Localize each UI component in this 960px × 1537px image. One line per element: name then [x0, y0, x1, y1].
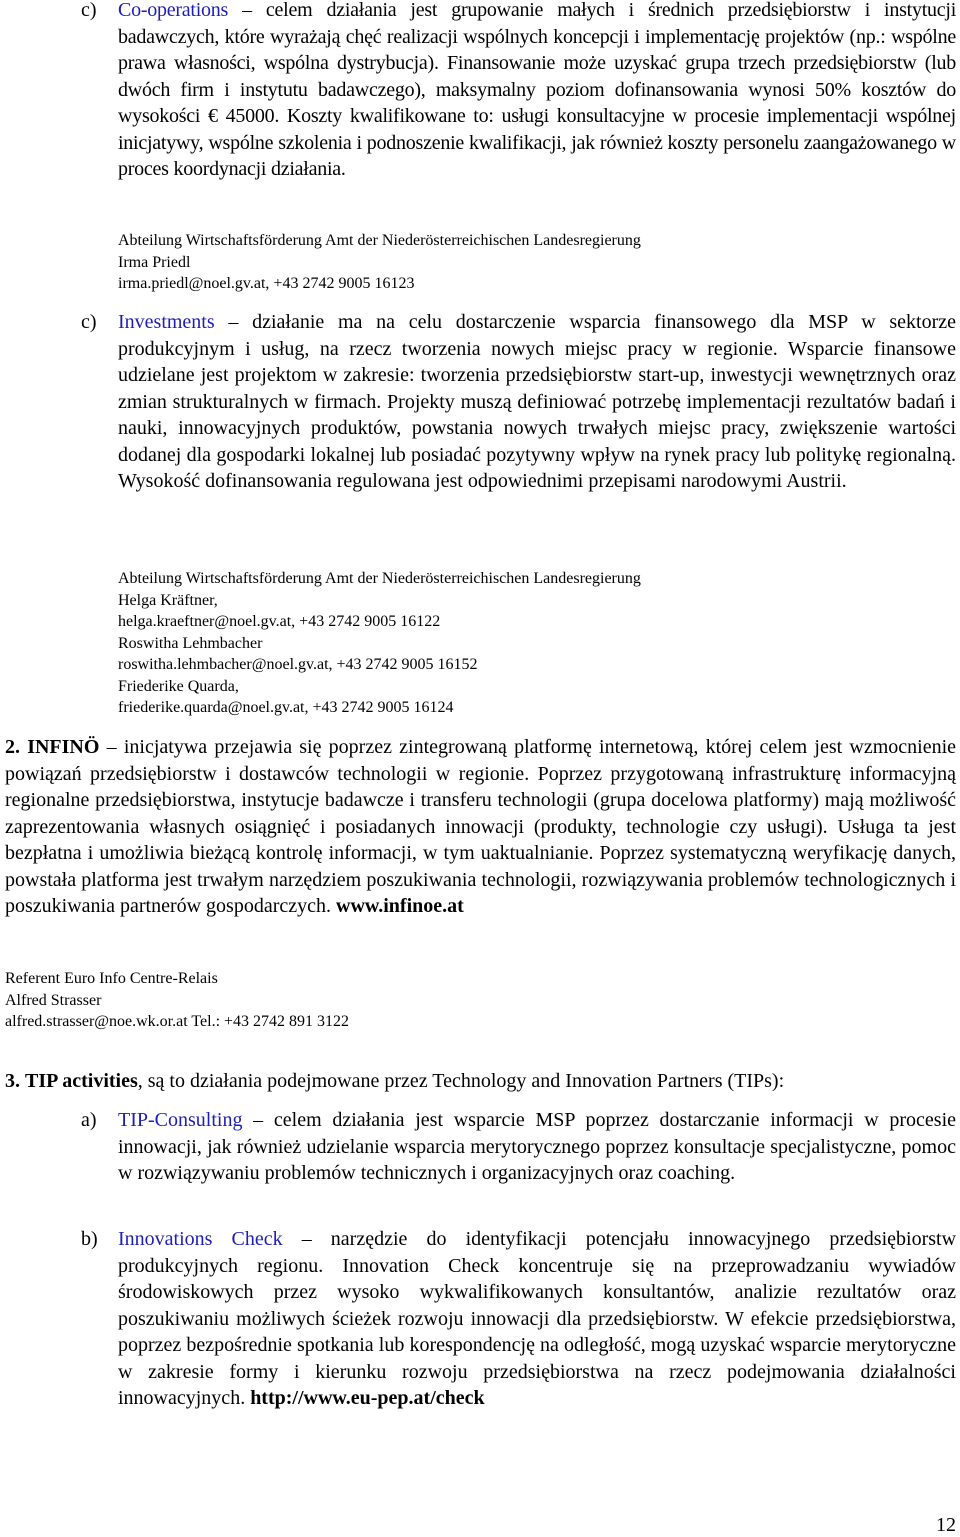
contact-line: Helga Kräftner,	[118, 591, 218, 609]
contact-line: helga.kraeftner@noel.gv.at, +43 2742 9005 16122	[118, 613, 441, 630]
paragraph-cooperations: Co-operations – celem działania jest grupowanie małych i średnich przedsiębiorstw i instytucji badawczych, które wyrażają chęć realizacji wspólnych koncepcji i implementację projektów (np.: wspólne prawa własności, wspólna dystrybucja). Finansowanie może uzyskać grupa trzech przedsiębiorstw (lub dwóch firm i instytutu badawczego), maksymalny poziom dofinansowania wynosi 50% kosztów do wysokości € 45000. Koszty kwalifikowane to: usługi konsultacyjne w procesie implementacji wspólnej inicjatywy, wspólne szkolenia i podnoszenie kwalifikacji, jak również koszty personelu zaangażowanego w proces koordynacji działania.	[118, 0, 956, 180]
contact-line: irma.priedl@noel.gv.at, +43 2742 9005 16123	[118, 275, 415, 292]
contact-line: Abteilung Wirtschaftsförderung Amt der Niederösterreichischen Landesregierung	[118, 232, 641, 249]
paragraph-tip-consulting: TIP-Consulting – celem działania jest wsparcie MSP poprzez dostarczanie informacji w procesie innowacji, jak również udzielanie wsparcia merytorycznego poprzez konsultacje specjalistyczne, pomoc w rozwiązywaniu problemów technicznych i organizacyjnych oraz coaching.	[118, 1109, 956, 1184]
tip-consulting-title: TIP-Consulting	[118, 1109, 243, 1131]
contact-line: friederike.quarda@noel.gv.at, +43 2742 9005 16124	[118, 699, 454, 716]
section-number: 2.	[5, 736, 20, 758]
innovations-check-text: narzędzie do identyfikacji potencjału innowacyjnego przedsiębiorstw produkcyjnych regionu. Innovation Check koncentruje się na przeprowadzaniu wywiadów środowiskowych przez wysoko wykwalifikowanych konsultantów, analizie rezultatów oraz poszukiwaniu możliwych ścieżek rozwoju innowacji dla przedsiębiorstw. W efekcie przedsiębiorstwa, poprzez bezpośrednie spotkania lub korespondencję na odległość, mogą uzyskać wsparcie merytoryczne w zakresie formy i kierunku rozwoju przedsiębiorstwa na rzecz podejmowania działalności innowacyjnych.	[118, 1228, 957, 1409]
section-number: 3.	[5, 1070, 20, 1092]
tip-title: TIP activities	[25, 1070, 138, 1092]
list-marker: a)	[81, 1109, 97, 1131]
paragraph-innovations-check: Innovations Check – narzędzie do identyfikacji potencjału innowacyjnego przedsiębiorstw produkcyjnych regionu. Innovation Check koncentruje się na przeprowadzaniu wywiadów środowiskowych przez wysoko wykwalifikowanych konsultantów, analizie rezultatów oraz poszukiwaniu możliwych ścieżek rozwoju innowacji dla przedsiębiorstw. W efekcie przedsiębiorstwa, poprzez bezpośrednie spotkania lub korespondencję na odległość, mogą uzyskać wsparcie merytoryczne w zakresie formy i kierunku rozwoju przedsiębiorstwa na rzecz podejmowania działalności innowacyjnych. http://www.eu-pep.at/check	[118, 1228, 957, 1409]
cooperations-title: Co-operations	[118, 0, 229, 21]
contact-line: Referent Euro Info Centre-Relais	[5, 970, 218, 987]
contact-block-infinoe	[5, 968, 349, 1033]
contact-line: Friederike Quarda,	[118, 677, 239, 695]
infinoe-link[interactable]: www.infinoe.at	[336, 895, 464, 917]
tip-consulting-text: celem działania jest wsparcie MSP poprzez dostarczanie informacji w procesie innowacji, jak również udzielanie wsparcia merytorycznego poprzez konsultacje specjalistyczne, pomoc w rozwiązywaniu problemów technicznych i organizacyjnych oraz coaching.	[118, 1109, 956, 1184]
list-marker: c)	[81, 311, 97, 333]
infinoe-title: INFINÖ	[27, 736, 100, 758]
contact-line: alfred.strasser@noe.wk.or.at Tel.: +43 2742 891 3122	[5, 1013, 350, 1030]
tip-intro-text: , są to działania podejmowane przez Technology and Innovation Partners (TIPs):	[137, 1070, 785, 1092]
investments-title: Investments	[118, 311, 215, 333]
heading-tip	[5, 1068, 784, 1095]
page-number: 12	[936, 1514, 956, 1536]
contact-line: Abteilung Wirtschaftsförderung Amt der Niederösterreichischen Landesregierung	[118, 570, 641, 587]
contact-line: Roswitha Lehmbacher	[118, 634, 263, 652]
paragraph-investments: Investments – działanie ma na celu dostarczenie wsparcia finansowego dla MSP w sektorze produkcyjnym i usług, na rzecz tworzenia nowych miejsc pracy w regionie. Wsparcie finansowe udzielane jest projektom w zakresie: tworzenia przedsiębiorstw start-up, inwestycji wewnętrznych oraz zmian strukturalnych w firmach. Projekty muszą definiować potrzebę implementacji rezultatów badań i nauki, innowacyjnych produktów, powstania nowych trwałych miejsc pracy, zwiększenie wartości dodanej dla gospodarki lokalnej lub posiadać pozytywny wpływ na rynek pracy lub politykę regionalną. Wysokość dofinansowania regulowana jest odpowiednimi przepisami narodowymi Austrii.	[118, 311, 956, 492]
infinoe-text: inicjatywa przejawia się poprzez zintegrowaną platformę internetową, której celem jest wzmocnienie powiązań przedsiębiorstw i dostawców technologii w regionie. Poprzez przygotowaną infrastrukturę informacyjną regionalne przedsiębiorstwa, instytucje badawcze i transferu technologii (grupa docelowa platformy) mają możliwość zaprezentowania własnych osiągnięć i posiadanych innowacji (produkty, technologie czy usługi). Usługa ta jest bezpłatna i umożliwia bieżącą kontrolę informacji, w tym uaktualnianie. Poprzez systematyczną weryfikację danych, powstała platforma jest trwałym narzędziem poszukiwania technologii, rozwiązywania problemów technologicznych i poszukiwania partnerów gospodarczych.	[5, 736, 957, 917]
innovations-check-title: Innovations Check	[118, 1228, 283, 1250]
contact-line: roswitha.lehmbacher@noel.gv.at, +43 2742 9005 16152	[118, 656, 478, 673]
contact-block-investments	[118, 568, 641, 719]
contact-line: Alfred Strasser	[5, 991, 102, 1009]
investments-text: działanie ma na celu dostarczenie wsparcia finansowego dla MSP w sektorze produkcyjnym i usług, na rzecz tworzenia nowych miejsc pracy w regionie. Wsparcie finansowe udzielane jest projektom w zakresie: tworzenia przedsiębiorstw start-up, inwestycji wewnętrznych oraz zmian strukturalnych w firmach. Projekty muszą definiować potrzebę implementacji rezultatów badań i nauki, innowacyjnych produktów, powstania nowych trwałych miejsc pracy, zwiększenie wartości dodanej dla gospodarki lokalnej lub posiadać pozytywny wpływ na rynek pracy lub politykę regionalną. Wysokość dofinansowania regulowana jest odpowiednimi przepisami narodowymi Austrii.	[118, 311, 956, 492]
paragraph-infinoe: 2. INFINÖ – inicjatywa przejawia się poprzez zintegrowaną platformę internetową, której celem jest wzmocnienie powiązań przedsiębiorstw i dostawców technologii w regionie. Poprzez przygotowaną infrastrukturę informacyjną regionalne przedsiębiorstwa, instytucje badawcze i transferu technologii (grupa docelowa platformy) mają możliwość zaprezentowania własnych osiągnięć i posiadanych innowacji (produkty, technologie czy usługi). Usługa ta jest bezpłatna i umożliwia bieżącą kontrolę informacji, w tym uaktualnianie. Poprzez systematyczną weryfikację danych, powstała platforma jest trwałym narzędziem poszukiwania technologii, rozwiązywania problemów technologicznych i poszukiwania partnerów gospodarczych. www.infinoe.at	[5, 736, 957, 917]
list-marker: b)	[81, 1228, 98, 1250]
cooperations-text: celem działania jest grupowanie małych i średnich przedsiębiorstw i instytucji badawczych, które wyrażają chęć realizacji wspólnych koncepcji i implementację projektów (np.: wspólne prawa własności, wspólna dystrybucja). Finansowanie może uzyskać grupa trzech przedsiębiorstw (lub dwóch firm i instytutu badawczego), maksymalny poziom dofinansowania wynosi 50% kosztów do wysokości € 45000. Koszty kwalifikowane to: usługi konsultacyjne w procesie implementacji wspólnej inicjatywy, wspólne szkolenia i podnoszenie kwalifikacji, jak również koszty personelu zaangażowanego w proces koordynacji działania.	[118, 0, 956, 180]
innovations-check-link[interactable]: http://www.eu-pep.at/check	[250, 1387, 485, 1409]
contact-line: Irma Priedl	[118, 253, 191, 271]
list-marker: c)	[81, 0, 97, 21]
contact-block-cooperations	[118, 230, 641, 295]
